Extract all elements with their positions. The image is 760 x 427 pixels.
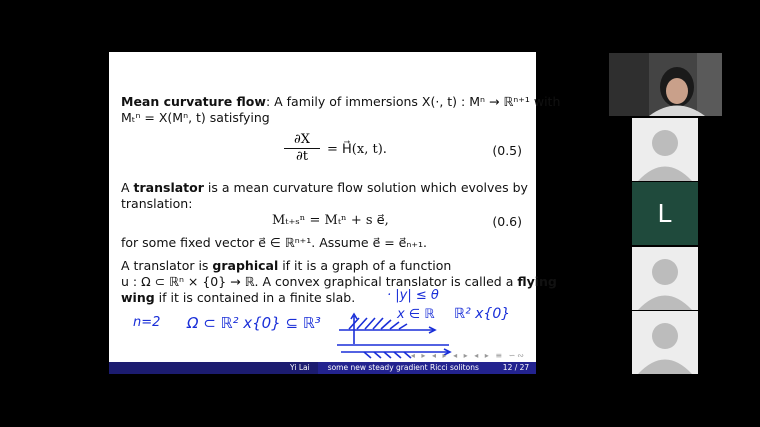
graphical-line2-pre: u : Ω ⊂ ℝⁿ × {0} → ℝ. A convex graphical translator is called a — [121, 274, 518, 289]
fraction-denominator: ∂t — [296, 149, 308, 164]
beamer-navigation[interactable]: ◂ ▸ ◂ ▸ ◂ ▸ ◂ ▸ ≡ ∽∾ — [410, 351, 526, 360]
footer-title: some new steady gradient Ricci solitons — [318, 362, 496, 374]
hand-r2x0: ℝ² x{0} — [454, 306, 511, 322]
participant-avatar-3[interactable] — [632, 311, 698, 374]
wing-text: if it is contained in a finite slab. — [154, 290, 356, 305]
participant-letter-tile[interactable] — [632, 182, 698, 245]
equation-label-06: (0.6) — [492, 214, 522, 229]
mcf-line2: Mₜⁿ = X(Mⁿ, t) satisfying — [121, 110, 270, 125]
equation-rhs: = H⃗(x, t). — [327, 142, 387, 157]
avatar-person-icon — [632, 311, 698, 374]
paragraph-vector: for some fixed vector e⃗ ∈ ℝⁿ⁺¹. Assume e⃗ = e⃗ₙ₊₁. — [121, 235, 427, 250]
mcf-text: : A family of immersions X(·, t) : Mⁿ → ℝⁿ⁺¹ with — [265, 94, 561, 109]
presentation-slide — [109, 52, 561, 374]
handwritten-annotations — [109, 52, 536, 374]
participant-video-speaker[interactable] — [609, 53, 722, 116]
speaker-video-frame — [609, 53, 722, 116]
graphical-text: if it is a graph of a function — [278, 258, 452, 273]
avatar-person-icon — [632, 118, 698, 181]
participant-initial: L — [657, 198, 673, 228]
flying-bold: flying — [517, 274, 557, 289]
wing-bold: wing — [121, 290, 155, 305]
fraction-numerator: ∂X — [284, 132, 320, 149]
translator-line2: translation: — [121, 196, 193, 211]
translator-pre: A — [121, 180, 134, 195]
avatar-person-icon — [632, 247, 698, 310]
graphical-pre: A translator is — [121, 258, 213, 273]
graphical-bold: graphical — [212, 258, 279, 273]
footer-page: 12 / 27 — [496, 362, 536, 374]
hand-n2: n=2 — [133, 315, 161, 330]
hand-omega: Ω ⊂ ℝ² x{0} ⊆ ℝ³ — [187, 314, 321, 332]
hand-y-bound: · |y| ≤ θ — [387, 288, 439, 303]
participant-avatar-2[interactable] — [632, 247, 698, 310]
translator-text: is a mean curvature flow solution which evolves by — [203, 180, 528, 195]
equation-label-05: (0.5) — [492, 143, 522, 158]
footer-author: Yi Lai — [109, 362, 318, 374]
participant-avatar-1[interactable] — [632, 118, 698, 181]
equation-translation: Mₜ₊ₛⁿ = Mₜⁿ + s e⃗, — [272, 213, 389, 228]
hand-x-in-r: x ∈ ℝ — [397, 307, 435, 322]
slide-footer — [109, 362, 536, 374]
mcf-title: Mean curvature flow — [121, 94, 266, 109]
translator-bold: translator — [133, 180, 204, 195]
